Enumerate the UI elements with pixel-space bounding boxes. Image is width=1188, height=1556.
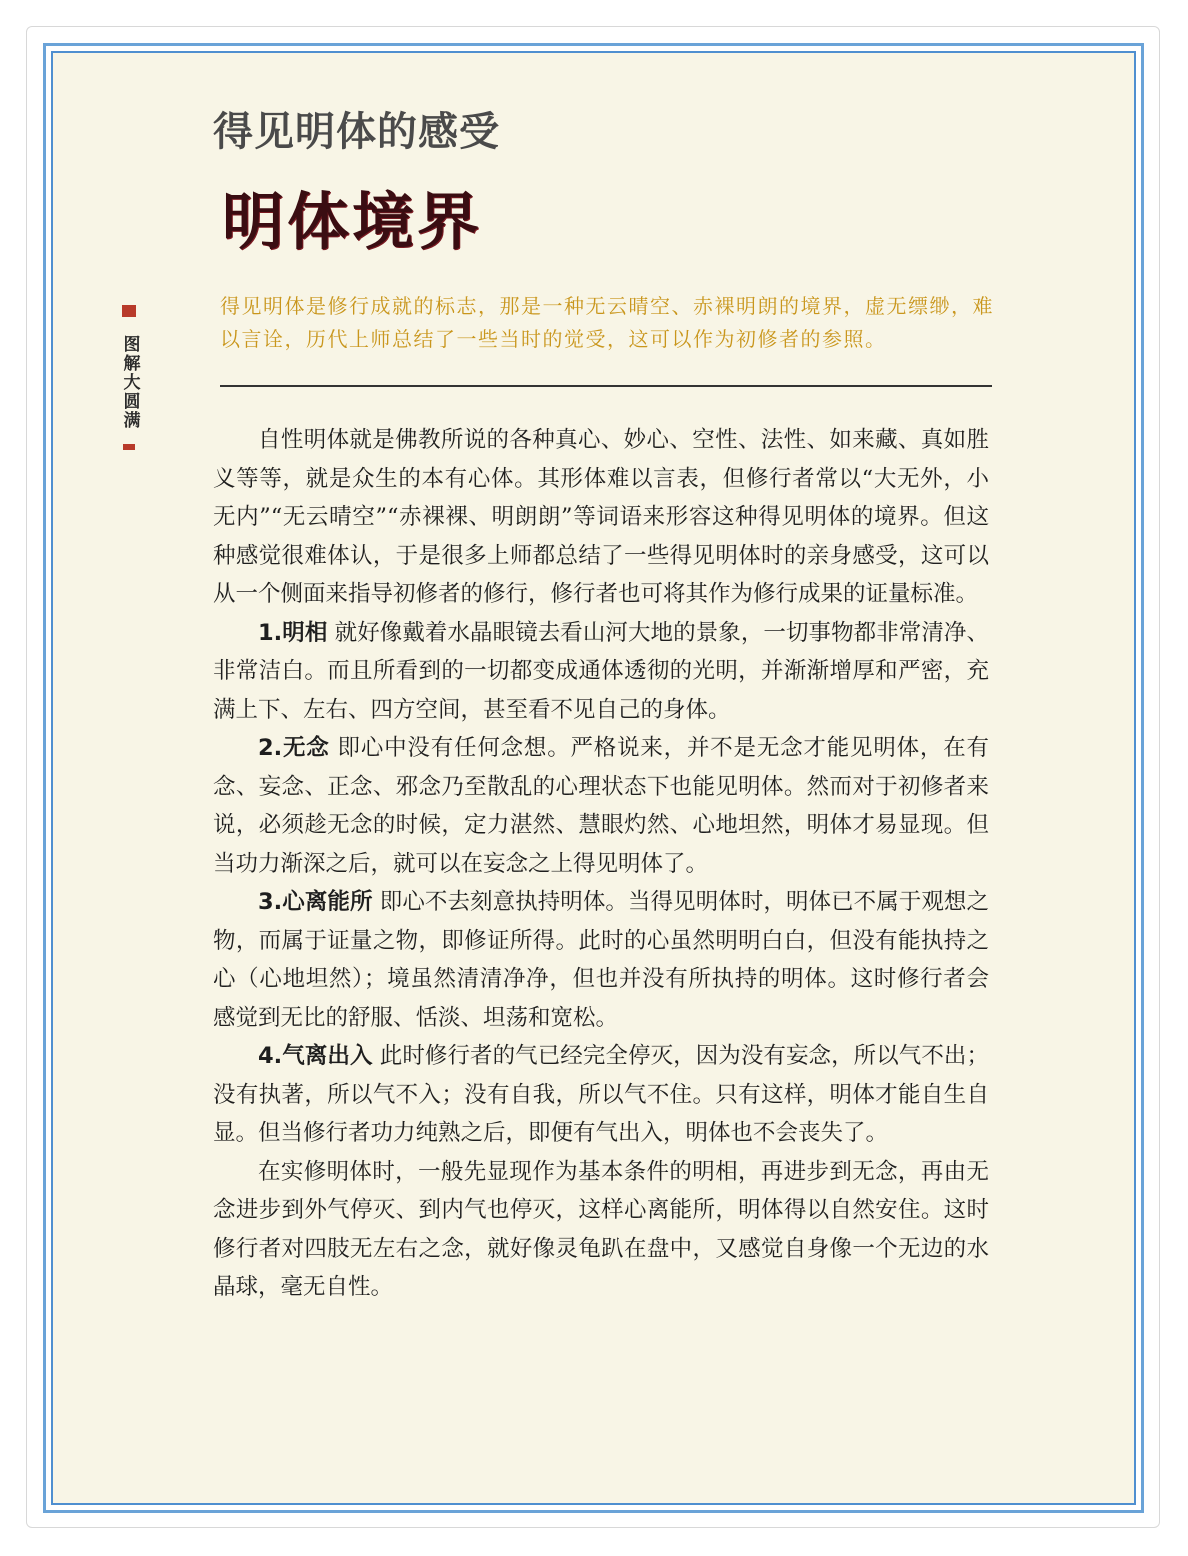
term-text: 即心中没有任何念想。严格说来，并不是无念才能见明体，在有念、妄念、正念、邪念乃至散乱的心理状态下也能见明体。然而对于初修者来说，必须趁无念的时候，定力湛然、慧眼灼然、心地坦然，明体才易显现。但当功力渐深之后，就可以在妄念之上得见明体了。 [213,735,989,877]
paragraph-intro: 自性明体就是佛教所说的各种真心、妙心、空性、法性、如来藏、真如胜义等等，就是众生的本有心体。其形体难以言表，但修行者常以“大无外，小无内”“无云晴空”“赤裸裸、明朗朗”等词语来形容这种得见明体的境界。但这种感觉很难体认，于是很多上师都总结了一些得见明体时的亲身感受，这可以从一个侧面来指导初修者的修行，修行者也可将其作为修行成果的证量标准。 [213,427,989,607]
term-label: 1.明相 [258,619,328,646]
list-item-4 [213,1037,989,1153]
term-label: 3.心离能所 [258,889,373,915]
section-heading: 得见明体的感受 [213,109,500,155]
seal-mark-icon [122,305,136,317]
term-text: 就好像戴着水晶眼镜去看山河大地的景象，一切事物都非常清净、非常洁白。而且所看到的一切都变成通体透彻的光明，并渐渐增厚和严密，充满上下、左右、四方空间，甚至看不见自己的身体。 [213,619,989,723]
term-text: 即心不去刻意执持明体。当得见明体时，明体已不属于观想之物，而属于证量之物，即修证所得。此时的心虽然明明白白，但没有能执持之心（心地坦然）；境虽然清清净净，但也并没有所执持的明体。这时修行者会感觉到无比的舒服、恬淡、坦荡和宽松。 [213,889,989,1031]
paragraph-closing: 在实修明体时，一般先显现作为基本条件的明相，再进步到无念，再由无念进步到外气停灭、到内气也停灭，这样心离能所，明体得以自然安住。这时修行者对四肢无左右之念，就好像灵龟趴在盘中，又感觉自身像一个无边的水晶球，毫无自性。 [213,1158,989,1300]
page-title: 明体境界 [222,185,483,258]
list-item-1 [213,614,989,730]
term-text: 此时修行者的气已经完全停灭，因为没有妄念，所以气不出；没有执著，所以气不入；没有自我，所以气不住。只有这样，明体才能自生自显。但当修行者功力纯熟之后，即便有气出入，明体也不会丧失了。 [213,1043,989,1146]
term-label: 2.无念 [258,735,330,761]
seal-mark-bottom-icon [123,444,135,450]
list-item-3 [213,883,989,1037]
divider-line [220,385,992,387]
body-text [213,421,989,1307]
book-series-label: 图解大圆满 [119,335,140,430]
term-label: 4.气离出入 [258,1043,373,1069]
intro-text: 得见明体是修行成就的标志，那是一种无云晴空、赤裸明朗的境界，虚无缥缈，难以言诠，历代上师总结了一些当时的觉受，这可以作为初修者的参照。 [220,294,994,351]
list-item-2 [213,729,989,883]
side-label [117,305,141,450]
